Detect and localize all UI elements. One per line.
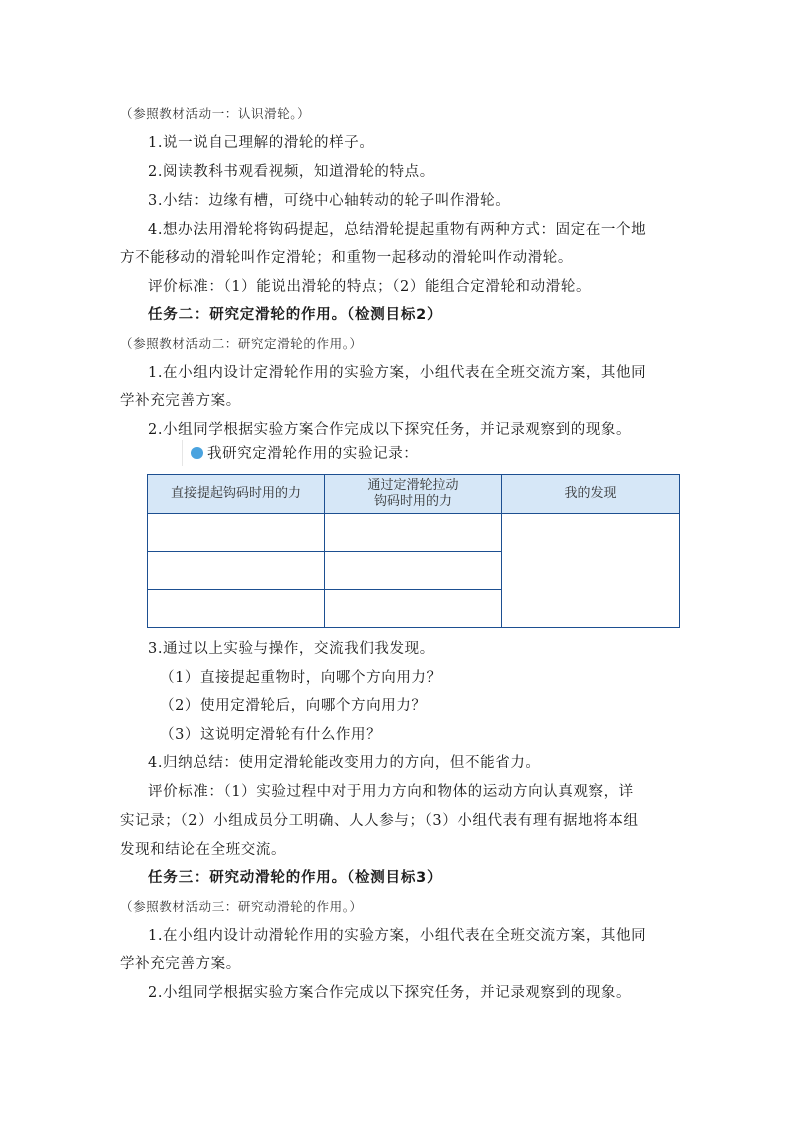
table-header-row <box>148 475 680 514</box>
step-2-1-line1: 1.在小组内设计定滑轮作用的实验方案，小组代表在全班交流方案，其他同 <box>148 365 647 381</box>
evaluation-criteria-2-line1: 评价标准：（1）实验过程中对于用力方向和物体的运动方向认真观察，详 <box>148 784 634 800</box>
evaluation-criteria-1: 评价标准：（1）能说出滑轮的特点；（2）能组合定滑轮和动滑轮。 <box>148 279 592 295</box>
record-caption: 我研究定滑轮作用的实验记录： <box>207 446 419 462</box>
table-header-cell: 直接提起钩码时用的力 <box>148 475 325 514</box>
step-1-3: 3.小结：边缘有槽，可绕中心轴转动的轮子叫作滑轮。 <box>148 193 511 209</box>
table-cell-empty <box>325 552 502 590</box>
evaluation-criteria-2-line3: 发现和结论在全班交流。 <box>120 842 287 858</box>
step-3-1-line1: 1.在小组内设计动滑轮作用的实验方案，小组代表在全班交流方案，其他同 <box>148 928 647 944</box>
reference-note-3: （参照教材活动三：研究动滑轮的作用。） <box>120 899 363 914</box>
step-3-2: 2.小组同学根据实验方案合作完成以下探究任务，并记录观察到的现象。 <box>148 985 632 1001</box>
table-cell-empty <box>148 552 325 590</box>
step-2-2: 2.小组同学根据实验方案合作完成以下探究任务，并记录观察到的现象。 <box>148 422 632 438</box>
step-2-1-line2: 学补充完善方案。 <box>120 393 241 409</box>
step-1-1: 1.说一说自己理解的滑轮的样子。 <box>148 135 375 151</box>
bullet-dot-icon <box>191 447 203 459</box>
task-2-heading: 任务二：研究定滑轮的作用。（检测目标2） <box>148 307 443 323</box>
table-cell-empty <box>148 590 325 628</box>
question-1: （1）直接提起重物时，向哪个方向用力？ <box>160 670 442 686</box>
step-1-4-line1: 4.想办法用滑轮将钩码提起，总结滑轮提起重物有两种方式：固定在一个地 <box>148 222 647 238</box>
findings-cell-empty <box>502 514 680 628</box>
record-caption-row <box>182 440 683 466</box>
reference-note-1: （参照教材活动一：认识滑轮。） <box>120 106 311 121</box>
step-1-4-line2: 方不能移动的滑轮叫作定滑轮；和重物一起移动的滑轮叫作动滑轮。 <box>120 250 573 266</box>
question-3: （3）这说明定滑轮有什么作用？ <box>160 727 382 743</box>
table-header-cell: 我的发现 <box>502 475 680 514</box>
step-2-4: 4.归纳总结：使用定滑轮能改变用力的方向，但不能省力。 <box>148 755 541 771</box>
table-cell-empty <box>325 590 502 628</box>
question-2: （2）使用定滑轮后，向哪个方向用力？ <box>160 698 427 714</box>
table-header-cell: 通过定滑轮拉动 钩码时用的力 <box>325 475 502 514</box>
table-cell-empty <box>325 514 502 552</box>
experiment-record-table <box>147 474 680 628</box>
table-row <box>148 514 680 552</box>
evaluation-criteria-2-line2: 实记录；（2）小组成员分工明确、人人参与；（3）小组代表有理有据地将本组 <box>120 813 639 829</box>
task-3-heading: 任务三：研究动滑轮的作用。（检测目标3） <box>148 870 443 886</box>
step-1-2: 2.阅读教科书观看视频，知道滑轮的特点。 <box>148 164 435 180</box>
step-3-1-line2: 学补充完善方案。 <box>120 956 241 972</box>
step-2-3: 3.通过以上实验与操作，交流我们我发现。 <box>148 641 435 657</box>
reference-note-2: （参照教材活动二：研究定滑轮的作用。） <box>120 336 363 351</box>
table-cell-empty <box>148 514 325 552</box>
